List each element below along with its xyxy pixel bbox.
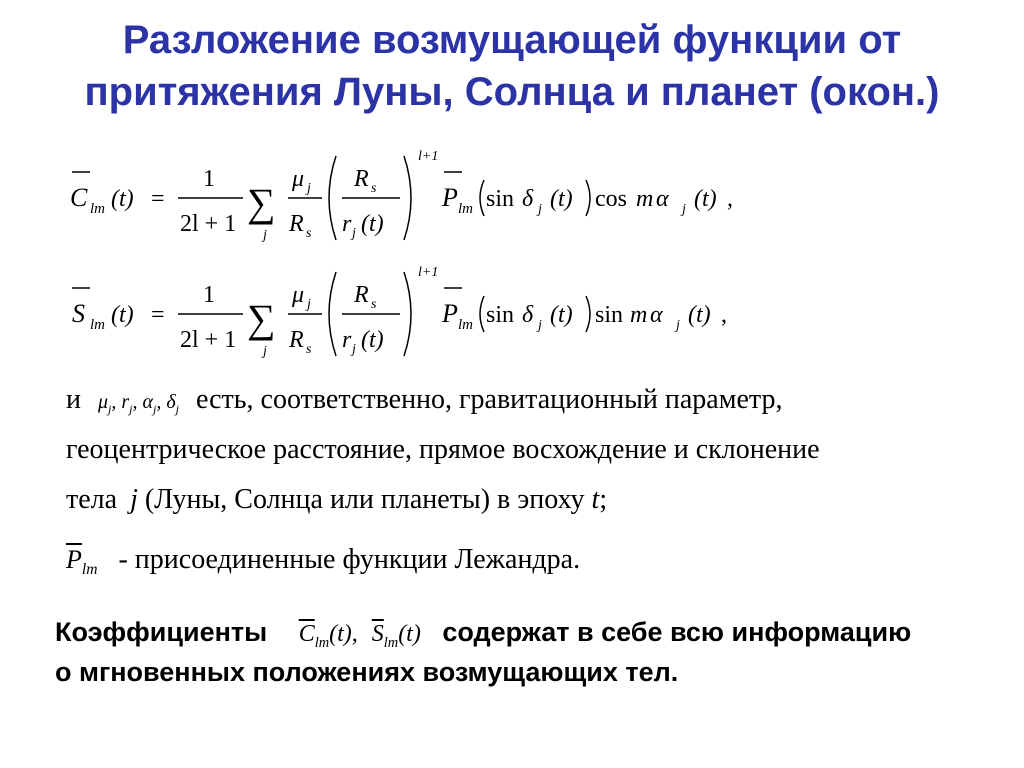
right-paren	[586, 296, 590, 332]
exponent: l+1	[418, 149, 439, 164]
sin-fn: sin	[486, 302, 515, 328]
cos-fn: cos	[595, 186, 627, 212]
sum-index: j	[263, 228, 267, 243]
s-symbol: S	[72, 299, 85, 328]
right-paren	[586, 180, 590, 216]
title-line-1: Разложение возмущающей функции от	[122, 18, 902, 62]
t-symbol: t	[591, 484, 600, 515]
mu-subscript: j	[307, 297, 311, 312]
left-paren	[329, 156, 336, 240]
and-word: и	[66, 384, 81, 415]
legendre-text: - присоединенные функции Лежандра.	[118, 544, 581, 575]
trailing-comma: ,	[727, 186, 733, 212]
contains-info-text: содержат в себе всю информацию	[442, 617, 912, 647]
right-paren	[404, 156, 411, 240]
delta-subscript: j	[538, 202, 542, 217]
denominator: 2l + 1	[180, 327, 237, 353]
c-arg: (t)	[111, 186, 134, 212]
p-subscript: lm	[458, 317, 473, 333]
c-symbol: C	[70, 183, 88, 212]
formula-s-lm	[60, 258, 780, 368]
explanation-line-2: геоцентрическое расстояние, прямое восхождение и склонение	[66, 434, 820, 465]
delta-symbol: δ	[522, 186, 534, 212]
slide-title	[0, 14, 1024, 118]
alpha-symbol: α	[650, 302, 663, 328]
explanation-line-1-rest: есть, соответственно, гравитационный параметр,	[196, 384, 783, 415]
r-big: R	[354, 282, 369, 308]
left-paren	[329, 272, 336, 356]
p-lm-symbol: $\overline{P}_{lm}$	[66, 545, 98, 579]
exponent: l+1	[418, 265, 439, 280]
r-arg: (t)	[361, 211, 384, 237]
r-big: R	[354, 166, 369, 192]
mu-symbol: μ	[292, 166, 305, 192]
p-symbol: P	[442, 299, 458, 328]
r-arg: (t)	[361, 327, 384, 353]
delta-subscript: j	[538, 318, 542, 333]
sin-fn: sin	[595, 302, 624, 328]
alpha-arg: (t)	[688, 302, 711, 328]
m-symbol: m	[636, 186, 654, 212]
semicolon: ;	[599, 484, 608, 515]
formula-c-lm	[60, 142, 780, 252]
r-big: R	[289, 211, 304, 237]
r-small-subscript: j	[352, 226, 356, 241]
explanation-line-1	[66, 378, 782, 431]
right-paren	[404, 272, 411, 356]
alpha-subscript: j	[676, 318, 680, 333]
p-subscript: lm	[458, 201, 473, 217]
body-word: тела	[66, 484, 118, 515]
p-symbol: P	[442, 183, 458, 212]
c-subscript: lm	[90, 201, 105, 217]
left-paren	[480, 180, 484, 216]
conclusion-line-2: о мгновенных положениях возмущающих тел.	[55, 657, 679, 687]
alpha-arg: (t)	[694, 186, 717, 212]
coefficients-symbols: $\overline{C}_{lm}(t)$, $\overline{S}_{lm}(t)$	[298, 621, 421, 651]
m-symbol: m	[630, 302, 648, 328]
coefficients-word: Коэффициенты	[55, 617, 268, 647]
title-line-2: притяжения Луны, Солнца и планет (окон.)	[84, 70, 940, 114]
r-big-subscript: s	[306, 342, 312, 357]
trailing-comma: ,	[721, 302, 727, 328]
legendre-description	[66, 538, 580, 592]
alpha-symbol: α	[656, 186, 669, 212]
r-small-subscript: j	[352, 342, 356, 357]
sum-sign: ∑	[247, 180, 276, 225]
sum-index: j	[263, 344, 267, 359]
equals-sign: =	[151, 302, 165, 328]
r-big: R	[289, 327, 304, 353]
delta-symbol: δ	[522, 302, 534, 328]
r-big-subscript: s	[306, 226, 312, 241]
denominator: 2l + 1	[180, 211, 237, 237]
mu-subscript: j	[307, 181, 311, 196]
sum-sign: ∑	[247, 296, 276, 341]
delta-arg: (t)	[550, 302, 573, 328]
r-small: r	[342, 327, 352, 353]
r-big-subscript: s	[371, 297, 377, 312]
alpha-subscript: j	[682, 202, 686, 217]
params-symbols: $\mu_j$, $r_j$, $\alpha_j$, $\delta_j$	[97, 391, 179, 416]
left-paren	[480, 296, 484, 332]
explanation-line-3	[66, 478, 607, 522]
sin-fn: sin	[486, 186, 515, 212]
equals-sign: =	[151, 186, 165, 212]
j-symbol: j	[130, 484, 138, 515]
delta-arg: (t)	[550, 186, 573, 212]
numerator-one: 1	[203, 166, 215, 192]
mu-symbol: μ	[292, 282, 305, 308]
numerator-one: 1	[203, 282, 215, 308]
r-big-subscript: s	[371, 181, 377, 196]
s-arg: (t)	[111, 302, 134, 328]
r-small: r	[342, 211, 352, 237]
s-subscript: lm	[90, 317, 105, 333]
bodies-list: (Луны, Солнца или планеты) в эпоху	[144, 484, 585, 515]
